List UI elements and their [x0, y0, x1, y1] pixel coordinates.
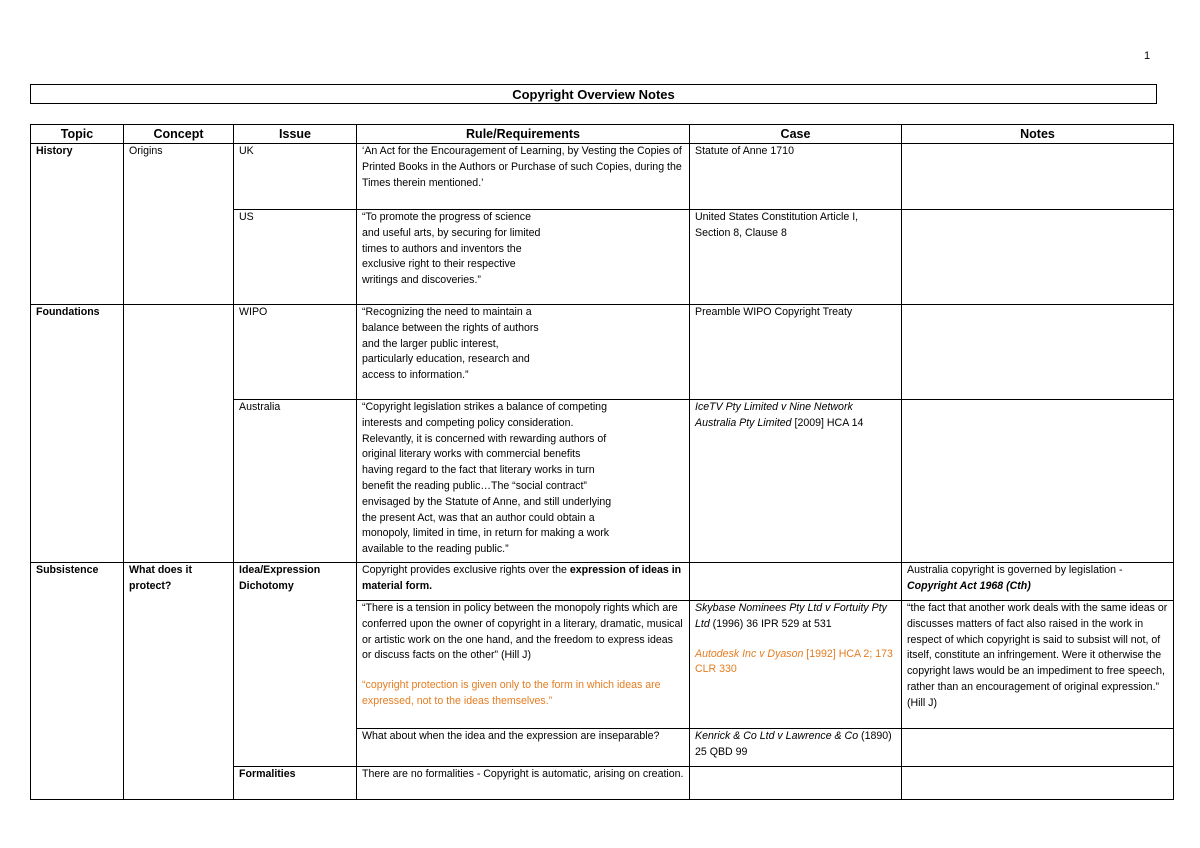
header-concept: Concept [124, 125, 234, 144]
rule-line: “Recognizing the need to maintain a [362, 306, 532, 318]
rule-line: benefit the reading public…The “social contract” [362, 479, 587, 492]
table-row [31, 563, 1174, 601]
header-topic: Topic [31, 125, 124, 144]
case-cell [690, 601, 902, 729]
rule-line: having regard to the fact that literary works in turn [362, 464, 595, 477]
notes-cell [902, 729, 1174, 767]
case-cell [690, 563, 902, 601]
case-citation: [2009] HCA 14 [791, 416, 864, 429]
rule-line: the present Act, was that an author could obtain a [362, 511, 595, 524]
rule-emphasis: expression of ideas in material form. [362, 564, 682, 592]
rule-text: Copyright provides exclusive rights over the [362, 564, 570, 576]
case-cell [690, 729, 902, 767]
rule-line: available to the reading public.” [362, 543, 509, 556]
spacer [362, 664, 684, 678]
case-name: Kenrick & Co Ltd v Lawrence & Co [695, 730, 859, 742]
issue-cell: Idea/Expression Dichotomy [234, 563, 357, 767]
page-number: 1 [1144, 50, 1151, 62]
header-case: Case [690, 125, 902, 144]
rule-cell: What about when the idea and the expression are inseparable? [357, 729, 690, 767]
notes-cell [902, 144, 1174, 210]
rule-line: times to authors and inventors the [362, 242, 522, 255]
issue-cell: US [234, 210, 357, 305]
rule-cell [357, 400, 690, 563]
header-rule: Rule/Requirements [357, 125, 690, 144]
notes-cell: “the fact that another work deals with the same ideas or discusses matters of fact also raised in the work in respect of which copyright is said to subsist will not, of itself, constitute an infringement. Were it otherwise the copyright laws would be an impediment to free speech, rather than an encouragement of original expression.” (Hill J) [902, 601, 1174, 729]
rule-line: access to information.” [362, 369, 469, 382]
concept-cell: What does it protect? [124, 563, 234, 800]
case-cell: Preamble WIPO Copyright Treaty [690, 305, 902, 400]
issue-cell: UK [234, 144, 357, 210]
table-row [31, 305, 1174, 400]
rule-line: writings and discoveries.” [362, 274, 481, 287]
header-issue: Issue [234, 125, 357, 144]
topic-cell: History [31, 144, 124, 305]
topic-cell: Subsistence [31, 563, 124, 800]
concept-cell: Origins [124, 144, 234, 305]
notes-cell [902, 563, 1174, 601]
document-title: Copyright Overview Notes [30, 84, 1157, 104]
case-name: IceTV Pty Limited v Nine Network Australia Pty Limited [695, 401, 853, 429]
table-row [31, 144, 1174, 210]
notes-legislation: Copyright Act 1968 (Cth) [907, 579, 1031, 592]
case-citation: [1992] HCA 2; 173 CLR 330 [695, 647, 893, 676]
rule-cell [357, 563, 690, 601]
case-cell [690, 767, 902, 800]
case-cell [690, 400, 902, 563]
rule-line: original literary works with commercial benefits [362, 448, 581, 461]
notes-text: Australia copyright is governed by legislation - [907, 564, 1123, 576]
issue-cell: WIPO [234, 305, 357, 400]
concept-cell [124, 305, 234, 563]
rule-line: interests and competing policy consideration. [362, 416, 574, 429]
rule-line: and useful arts, by securing for limited [362, 226, 541, 239]
rule-quote: “There is a tension in policy between the monopoly rights which are conferred upon the owner of copyright in a literary, dramatic, musical or artistic work on the one hand, and the freedom to express ideas or discuss facts on the other” (Hill J) [362, 602, 683, 662]
rule-cell [357, 305, 690, 400]
notes-cell [902, 400, 1174, 563]
case-name: Autodesk Inc v Dyason [695, 647, 804, 660]
case-citation: (1890) 25 QBD 99 [695, 730, 892, 758]
case-cell: United States Constitution Article I, Section 8, Clause 8 [690, 210, 902, 305]
rule-cell: There are no formalities - Copyright is automatic, arising on creation. [357, 767, 690, 800]
notes-cell [902, 767, 1174, 800]
topic-cell: Foundations [31, 305, 124, 563]
notes-cell [902, 210, 1174, 305]
copyright-notes-table [30, 124, 1174, 800]
spacer [695, 633, 896, 647]
rule-line: “Copyright legislation strikes a balance of competing [362, 401, 607, 413]
table-header-row [31, 125, 1174, 144]
rule-line: “To promote the progress of science [362, 211, 531, 223]
rule-line: exclusive right to their respective [362, 258, 516, 271]
issue-cell: Formalities [234, 767, 357, 800]
rule-highlight: “copyright protection is given only to the form in which ideas are expressed, not to the ideas themselves.” [362, 679, 661, 707]
rule-line: monopoly, limited in time, in return for making a work [362, 527, 610, 540]
issue-cell: Australia [234, 400, 357, 563]
rule-cell [357, 210, 690, 305]
notes-cell [902, 305, 1174, 400]
rule-cell: ‘An Act for the Encouragement of Learning, by Vesting the Copies of Printed Books in the Authors or Purchase of such Copies, during the Times therein mentioned.’ [357, 144, 690, 210]
rule-line: particularly education, research and [362, 353, 530, 366]
rule-line: envisaged by the Statute of Anne, and still underlying [362, 495, 612, 508]
header-notes: Notes [902, 125, 1174, 144]
case-cell: Statute of Anne 1710 [690, 144, 902, 210]
rule-line: Relevantly, it is concerned with rewarding authors of [362, 432, 607, 445]
case-name: Skybase Nominees Pty Ltd v Fortuity Pty Ltd [695, 602, 887, 630]
rule-line: balance between the rights of authors [362, 321, 539, 334]
case-citation: (1996) 36 IPR 529 at 531 [709, 617, 832, 630]
rule-cell [357, 601, 690, 729]
rule-line: and the larger public interest, [362, 337, 499, 350]
